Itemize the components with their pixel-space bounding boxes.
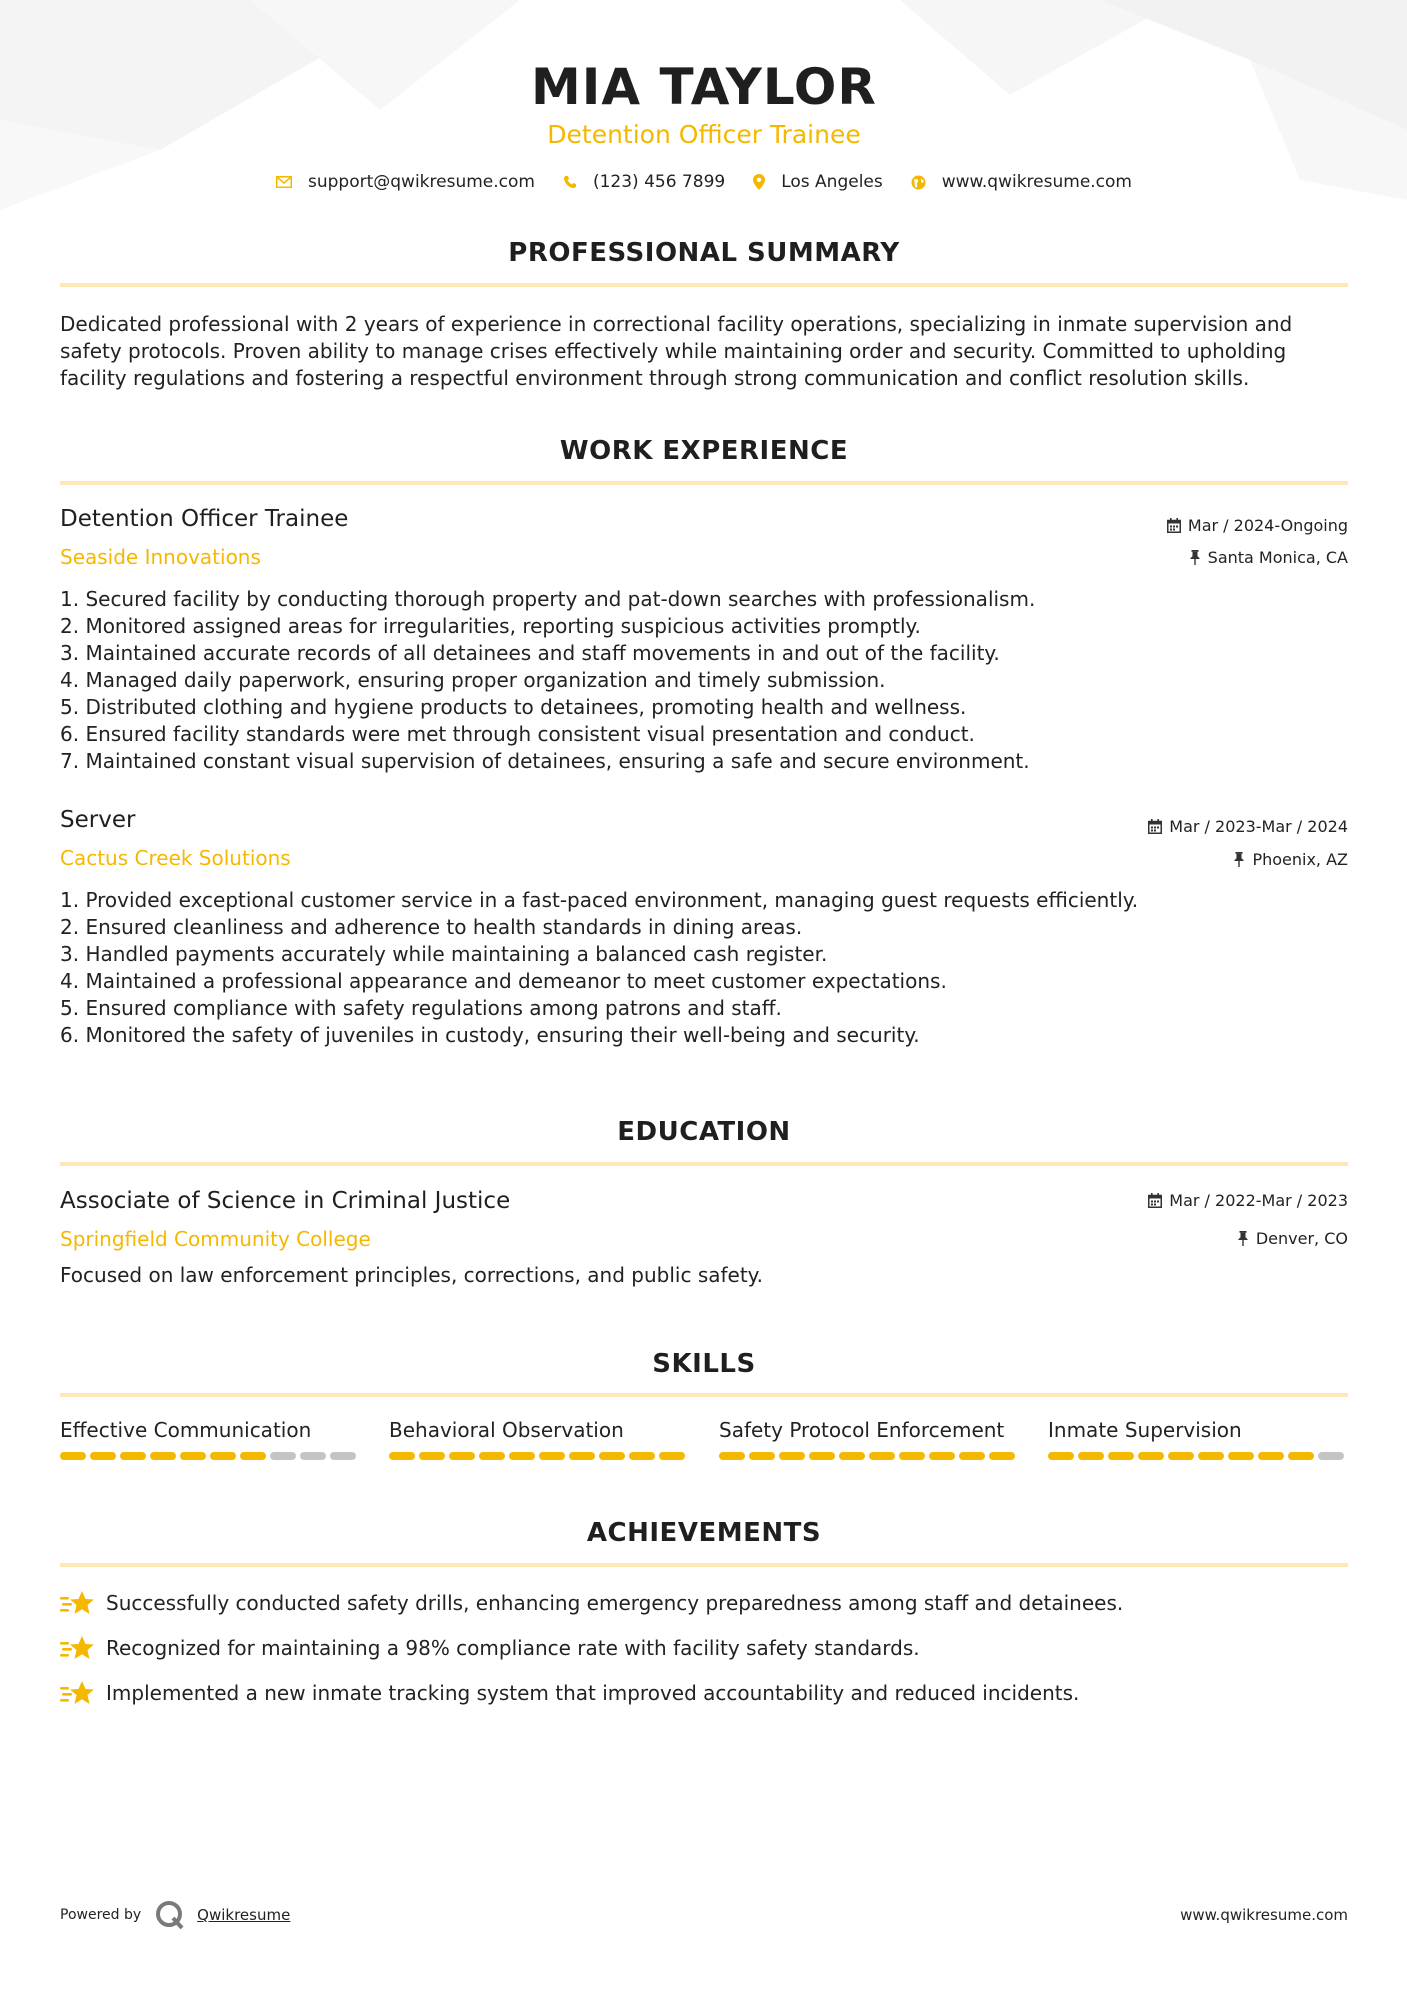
job-duty: 5. Ensured compliance with safety regulations among patrons and staff.: [60, 996, 782, 1020]
education-description: Focused on law enforcement principles, corrections, and public safety.: [60, 1263, 764, 1287]
skill-level-segment-filled: [509, 1452, 535, 1460]
contact-email[interactable]: [276, 172, 535, 192]
skill-name: Effective Communication: [60, 1418, 312, 1442]
skill-level-segment-filled: [599, 1452, 625, 1460]
skill-level-segment-filled: [389, 1452, 415, 1460]
skill-level-segment-filled: [479, 1452, 505, 1460]
job-duties: [60, 887, 1348, 1049]
skill-level-segment-filled: [210, 1452, 236, 1460]
skill-level-segment-filled: [719, 1452, 745, 1460]
skill-level-segment-filled: [569, 1452, 595, 1460]
education-dates-text: Mar / 2022-Mar / 2023: [1169, 1191, 1348, 1210]
skill-level-segment-empty: [330, 1452, 356, 1460]
shooting-star-icon: [60, 1635, 96, 1661]
skill-level-segment-filled: [839, 1452, 865, 1460]
job-dates: [1148, 817, 1348, 836]
job-duty: 4. Managed daily paperwork, ensuring proper organization and timely submission.: [60, 668, 886, 692]
achievement-text: Successfully conducted safety drills, enhancing emergency preparedness among staff and detainees.: [106, 1591, 1124, 1615]
achievement-item: [60, 1680, 1079, 1706]
job-role: Server: [60, 807, 136, 833]
job-duty: 5. Distributed clothing and hygiene products to detainees, promoting health and wellness.: [60, 695, 967, 719]
achievements-heading: ACHIEVEMENTS: [586, 1518, 822, 1548]
summary-heading: PROFESSIONAL SUMMARY: [508, 238, 900, 268]
skills-heading: SKILLS: [652, 1349, 756, 1379]
skill-level-segment-filled: [1288, 1452, 1314, 1460]
job-duty: 6. Monitored the safety of juveniles in custody, ensuring their well-being and security.: [60, 1023, 920, 1047]
skill-name: Inmate Supervision: [1048, 1418, 1242, 1442]
skill-level-segment-filled: [240, 1452, 266, 1460]
calendar-icon: [1167, 518, 1181, 533]
skill-level-segment-filled: [1078, 1452, 1104, 1460]
skill-level-segment-filled: [1108, 1452, 1134, 1460]
job-location: [1233, 850, 1348, 869]
job-location: [1189, 548, 1348, 567]
resume-page: [60, 0, 1348, 1990]
job-location-text: Santa Monica, CA: [1207, 548, 1348, 567]
envelope-icon: [276, 176, 292, 188]
skill-level-segment-filled: [809, 1452, 835, 1460]
skill-level-segment-filled: [449, 1452, 475, 1460]
skill-level-segment-filled: [120, 1452, 146, 1460]
contact-location: [753, 172, 883, 192]
footer-powered-by: [60, 1900, 290, 1930]
job-duty: 1. Secured facility by conducting thorough property and pat-down searches with professionalism.: [60, 587, 1036, 611]
powered-by-label: Powered by: [60, 1907, 142, 1923]
footer-website[interactable]: www.qwikresume.com: [1180, 1906, 1348, 1924]
summary-divider: [60, 283, 1348, 287]
brand-link[interactable]: Qwikresume: [197, 1906, 291, 1924]
skill-level-segment-filled: [629, 1452, 655, 1460]
skill-level-segment-filled: [539, 1452, 565, 1460]
skill-name: Safety Protocol Enforcement: [719, 1418, 1005, 1442]
education-dates: [1148, 1191, 1348, 1210]
pushpin-icon: [1189, 550, 1201, 565]
education-divider: [60, 1162, 1348, 1166]
job-duty: 2. Monitored assigned areas for irregularities, reporting suspicious activities promptly.: [60, 614, 921, 638]
achievement-item: [60, 1635, 920, 1661]
map-pin-icon: [753, 174, 765, 190]
experience-divider: [60, 481, 1348, 485]
shooting-star-icon: [60, 1590, 96, 1616]
skill-item: [60, 1418, 360, 1460]
job-duty: 1. Provided exceptional customer service in a fast-paced environment, managing guest requests efficiently.: [60, 888, 1139, 912]
skill-level-segment-filled: [929, 1452, 955, 1460]
skill-level-segment-filled: [90, 1452, 116, 1460]
job-company: Cactus Creek Solutions: [60, 846, 291, 870]
experience-heading: WORK EXPERIENCE: [559, 436, 849, 466]
skill-level-segment-filled: [869, 1452, 895, 1460]
job-dates-text: Mar / 2024-Ongoing: [1187, 516, 1348, 535]
skill-level-segment-filled: [959, 1452, 985, 1460]
skill-level-bar: [1048, 1452, 1348, 1460]
globe-icon: [911, 175, 926, 190]
job-duty: 6. Ensured facility standards were met through consistent visual presentation and conduct.: [60, 722, 975, 746]
job-duty: 2. Ensured cleanliness and adherence to health standards in dining areas.: [60, 915, 803, 939]
achievement-item: [60, 1590, 1123, 1616]
qwikresume-logo-icon: [155, 1900, 185, 1930]
pushpin-icon: [1237, 1231, 1249, 1246]
education-heading: EDUCATION: [617, 1117, 791, 1147]
skill-level-segment-filled: [989, 1452, 1015, 1460]
shooting-star-icon: [60, 1680, 96, 1706]
pushpin-icon: [1233, 852, 1245, 867]
contact-row: [60, 172, 1348, 192]
contact-website[interactable]: [911, 172, 1132, 192]
achievements-divider: [60, 1563, 1348, 1567]
calendar-icon: [1148, 1193, 1162, 1208]
skill-level-segment-empty: [300, 1452, 326, 1460]
skills-divider: [60, 1393, 1348, 1397]
contact-phone-text: (123) 456 7899: [592, 172, 726, 192]
skill-level-segment-filled: [1138, 1452, 1164, 1460]
summary-line: safety protocols. Proven ability to manage crises effectively while maintaining order and security. Committed to upholding: [60, 339, 1287, 363]
phone-icon: [563, 175, 577, 189]
summary-line: Dedicated professional with 2 years of experience in correctional facility operations, specializing in inmate supervision and: [60, 312, 1293, 336]
job-company: Seaside Innovations: [60, 545, 261, 569]
skill-level-segment-filled: [1168, 1452, 1194, 1460]
summary-text: [60, 311, 1348, 392]
job-duties: [60, 586, 1348, 775]
achievement-text: Recognized for maintaining a 98% compliance rate with facility safety standards.: [106, 1636, 920, 1660]
job-dates: [1167, 516, 1348, 535]
candidate-title: Detention Officer Trainee: [547, 120, 861, 149]
job-dates-text: Mar / 2023-Mar / 2024: [1169, 817, 1348, 836]
contact-email-text: support@qwikresume.com: [308, 172, 535, 192]
skill-level-segment-filled: [1198, 1452, 1224, 1460]
skill-item: [719, 1418, 1019, 1460]
job-duty: 7. Maintained constant visual supervision of detainees, ensuring a safe and secure environment.: [60, 749, 1030, 773]
skill-level-segment-filled: [749, 1452, 775, 1460]
summary-line: facility regulations and fostering a respectful environment through strong communication and conflict resolution skills.: [60, 366, 1250, 390]
candidate-name: MIA TAYLOR: [531, 58, 877, 116]
skill-level-segment-filled: [1048, 1452, 1074, 1460]
skill-level-segment-filled: [60, 1452, 86, 1460]
skill-name: Behavioral Observation: [389, 1418, 624, 1442]
education-location-text: Denver, CO: [1255, 1229, 1348, 1248]
skill-level-bar: [389, 1452, 689, 1460]
skill-level-segment-filled: [1258, 1452, 1284, 1460]
skill-level-segment-filled: [659, 1452, 685, 1460]
contact-phone[interactable]: [563, 172, 725, 192]
achievement-text: Implemented a new inmate tracking system that improved accountability and reduced incidents.: [106, 1681, 1080, 1705]
skill-item: [389, 1418, 689, 1460]
skill-level-segment-filled: [150, 1452, 176, 1460]
skill-level-segment-filled: [779, 1452, 805, 1460]
job-location-text: Phoenix, AZ: [1252, 850, 1348, 869]
job-duty: 4. Maintained a professional appearance and demeanor to meet customer expectations.: [60, 969, 947, 993]
skill-level-segment-filled: [180, 1452, 206, 1460]
skill-item: [1048, 1418, 1348, 1460]
skill-level-bar: [719, 1452, 1019, 1460]
skill-level-segment-filled: [1228, 1452, 1254, 1460]
skill-level-segment-filled: [419, 1452, 445, 1460]
contact-website-text: www.qwikresume.com: [941, 172, 1132, 192]
education-school: Springfield Community College: [60, 1227, 371, 1251]
education-location: [1237, 1229, 1348, 1248]
job-duty: 3. Maintained accurate records of all detainees and staff movements in and out of the facility.: [60, 641, 1000, 665]
skill-level-bar: [60, 1452, 360, 1460]
skill-level-segment-filled: [899, 1452, 925, 1460]
skill-level-segment-empty: [270, 1452, 296, 1460]
job-duty: 3. Handled payments accurately while maintaining a balanced cash register.: [60, 942, 828, 966]
job-role: Detention Officer Trainee: [60, 506, 349, 532]
contact-location-text: Los Angeles: [781, 172, 883, 192]
skill-level-segment-empty: [1318, 1452, 1344, 1460]
education-degree: Associate of Science in Criminal Justice: [60, 1188, 511, 1214]
calendar-icon: [1148, 819, 1162, 834]
